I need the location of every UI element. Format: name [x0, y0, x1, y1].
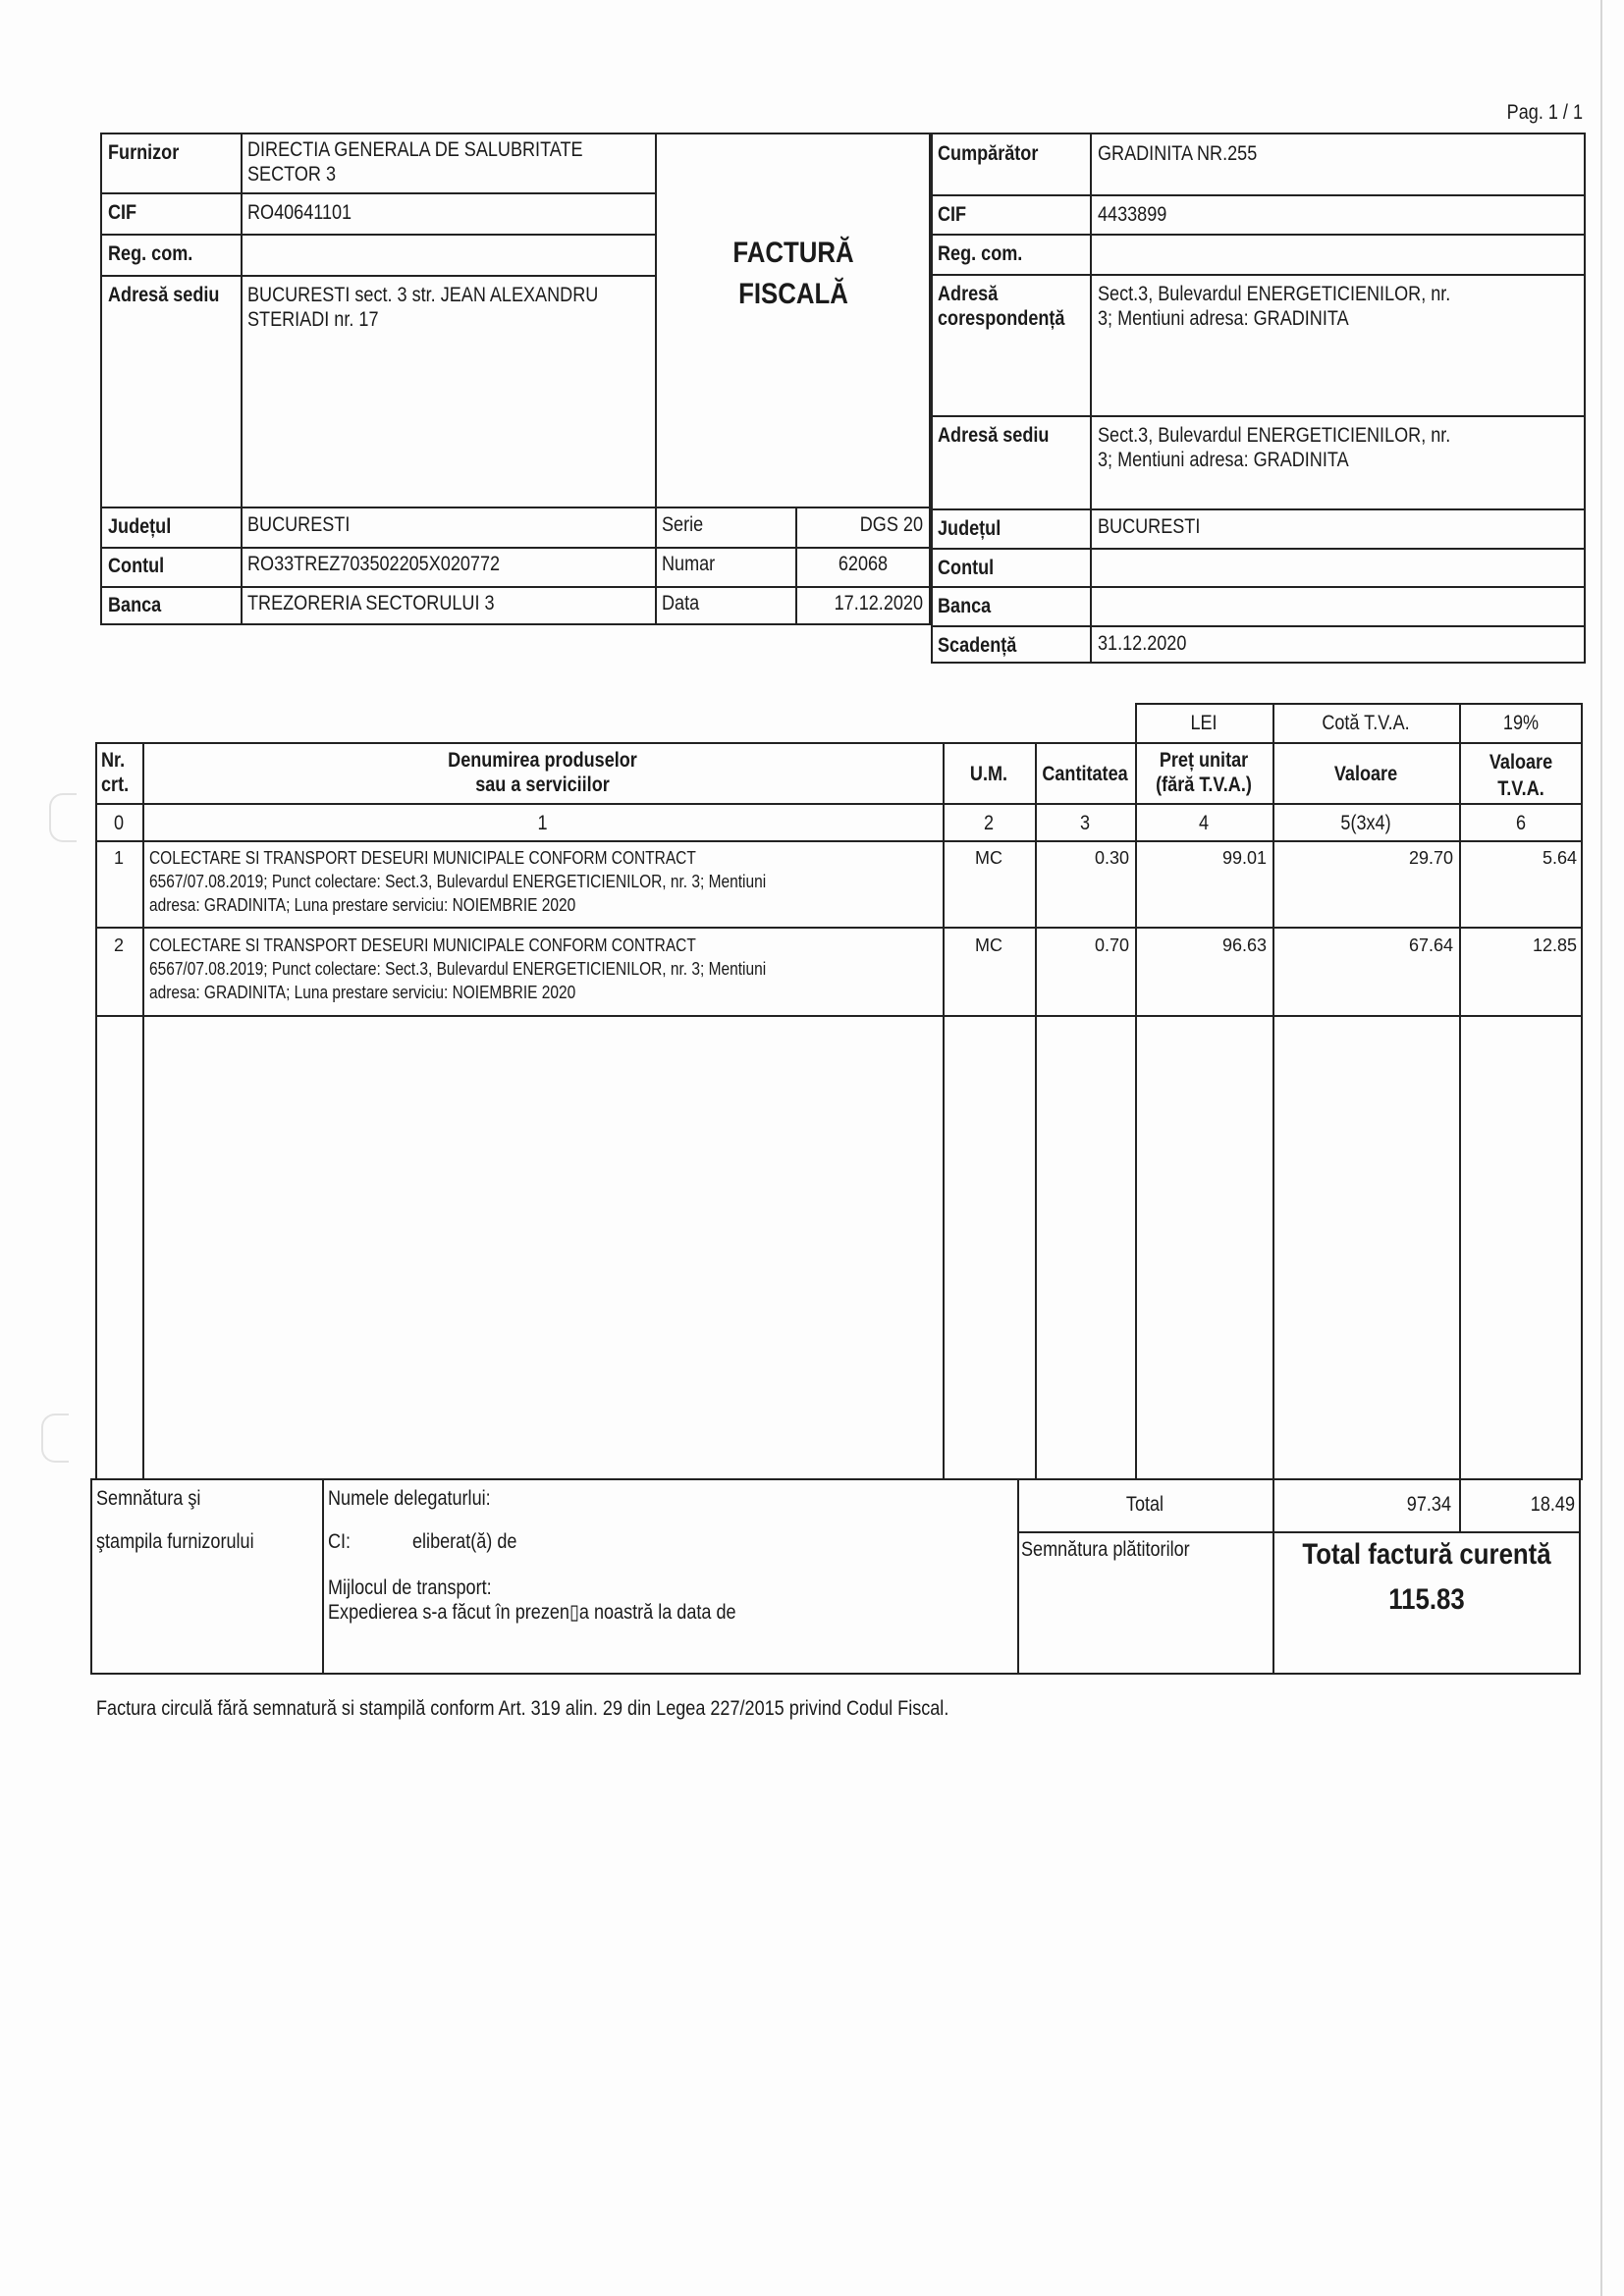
buyer-corr-address-label-line1: Adresă — [938, 283, 999, 305]
row-vat: 12.85 — [1532, 935, 1577, 955]
buyer-cont-label: Contul — [938, 557, 995, 579]
row-desc-line3: adresa: GRADINITA; Luna prestare serviciu: NOIEMBRIE 2020 — [149, 983, 576, 1002]
page-edge — [1600, 0, 1602, 2296]
total-vat: 18.49 — [1530, 1493, 1575, 1516]
buyer-judet: BUCURESTI — [1098, 515, 1201, 538]
supplier-cif-label: CIF — [108, 201, 137, 224]
buyer-hq-address-label: Adresă sediu — [938, 424, 1050, 447]
col-unit-price-header-line2: (fără T.V.A.) — [1156, 774, 1252, 796]
buyer-name: GRADINITA NR.255 — [1098, 142, 1258, 165]
vat-rate: 19% — [1502, 712, 1540, 734]
data-value: 17.12.2020 — [834, 592, 923, 614]
supplier-banca: TREZORERIA SECTORULUI 3 — [247, 592, 495, 614]
total-label: Total — [1125, 1493, 1164, 1516]
invoice-total-label: Total factură curentă — [1302, 1538, 1551, 1571]
col-desc-header-line2: sau a serviciilor — [475, 774, 610, 796]
row-unit-price: 96.63 — [1221, 935, 1267, 955]
buyer-corr-address-line1: Sect.3, Bulevardul ENERGETICIENILOR, nr. — [1098, 283, 1451, 305]
col-desc-header-line1: Denumirea produselor — [448, 749, 637, 772]
supplier-address-line2: STERIADI nr. 17 — [247, 308, 379, 331]
row-desc-line1: COLECTARE SI TRANSPORT DESEURI MUNICIPALE CONFORM CONTRACT — [149, 935, 696, 955]
furnizor-name-line1: DIRECTIA GENERALA DE SALUBRITATE — [247, 138, 583, 161]
supplier-signature-label-line1: Semnătura şi — [96, 1487, 201, 1510]
supplier-banca-label: Banca — [108, 594, 162, 616]
row-nr: 1 — [113, 848, 124, 868]
col-vat-header-line2: T.V.A. — [1497, 777, 1544, 800]
index-col-4: 4 — [1198, 812, 1210, 834]
supplier-judet: BUCURESTI — [247, 513, 351, 536]
col-vat-header-line1: Valoare — [1489, 751, 1553, 774]
currency-label: LEI — [1190, 712, 1218, 734]
supplier-cont: RO33TREZ703502205X020772 — [247, 553, 501, 575]
buyer-cif: 4433899 — [1098, 203, 1167, 226]
invoice-title-line1: FACTURĂ — [732, 237, 854, 269]
index-col-3: 3 — [1079, 812, 1091, 834]
supplier-cif: RO40641101 — [247, 201, 352, 224]
buyer-corr-address-label-line2: corespondență — [938, 307, 1065, 330]
supplier-cont-label: Contul — [108, 555, 165, 577]
buyer-corr-address-line2: 3; Mentiuni adresa: GRADINITA — [1098, 307, 1349, 330]
furnizor-name-line2: SECTOR 3 — [247, 163, 337, 186]
page-number: Pag. 1 / 1 — [1506, 101, 1583, 124]
col-unit-price-header-line1: Preț unitar — [1159, 749, 1249, 772]
serie-label: Serie — [662, 513, 704, 536]
supplier-address-line1: BUCURESTI sect. 3 str. JEAN ALEXANDRU — [247, 284, 599, 306]
shipment-label: Expedierea s-a făcut în prezen▯a noastră la data de — [328, 1601, 736, 1624]
row-um: MC — [975, 848, 1002, 868]
row-qty: 0.30 — [1094, 848, 1129, 868]
due-date: 31.12.2020 — [1098, 632, 1187, 655]
index-col-6: 6 — [1515, 812, 1527, 834]
delegate-name-label: Numele delegaturlui: — [328, 1487, 491, 1510]
due-date-label: Scadență — [938, 634, 1017, 657]
buyer-box — [931, 133, 1586, 664]
data-label: Data — [662, 592, 700, 614]
supplier-regcom-label: Reg. com. — [108, 242, 193, 265]
buyer-hq-address-line2: 3; Mentiuni adresa: GRADINITA — [1098, 449, 1349, 471]
col-um-header: U.M. — [969, 763, 1008, 785]
col-qty-header: Cantitatea — [1042, 763, 1128, 785]
vat-rate-label: Cotă T.V.A. — [1322, 712, 1410, 734]
index-col-5: 5(3x4) — [1340, 812, 1391, 834]
punch-hole — [41, 1414, 69, 1463]
buyer-hq-address-line1: Sect.3, Bulevardul ENERGETICIENILOR, nr. — [1098, 424, 1451, 447]
supplier-signature-label-line2: ştampila furnizorului — [96, 1530, 254, 1553]
row-vat: 5.64 — [1542, 848, 1577, 868]
row-desc-line3: adresa: GRADINITA; Luna prestare serviciu: NOIEMBRIE 2020 — [149, 895, 576, 915]
numar-value: 62068 — [838, 553, 889, 575]
total-value: 97.34 — [1406, 1493, 1451, 1516]
supplier-address-label: Adresă sediu — [108, 284, 220, 306]
row-value: 67.64 — [1408, 935, 1453, 955]
row-um: MC — [975, 935, 1002, 955]
numar-label: Numar — [662, 553, 716, 575]
index-col-1: 1 — [537, 812, 548, 834]
buyer-label: Cumpărător — [938, 142, 1039, 165]
supplier-judet-label: Județul — [108, 515, 172, 538]
row-unit-price: 99.01 — [1221, 848, 1267, 868]
index-col-0: 0 — [113, 812, 125, 834]
row-desc-line2: 6567/07.08.2019; Punct colectare: Sect.3, Bulevardul ENERGETICIENILOR, nr. 3; Mentiuni — [149, 872, 767, 891]
invoice-total-amount: 115.83 — [1388, 1583, 1465, 1616]
transport-label: Mijlocul de transport: — [328, 1576, 492, 1599]
col-nr-header-line2: crt. — [101, 774, 130, 796]
furnizor-label: Furnizor — [108, 141, 180, 164]
punch-hole — [49, 793, 77, 842]
row-desc-line1: COLECTARE SI TRANSPORT DESEURI MUNICIPALE CONFORM CONTRACT — [149, 848, 696, 868]
buyer-judet-label: Județul — [938, 517, 1001, 540]
serie-value: DGS 20 — [859, 513, 923, 536]
col-value-header: Valoare — [1333, 763, 1398, 785]
ci-label: CI: — [328, 1530, 352, 1553]
legal-note: Factura circulă fără semnatură si stampilă conform Art. 319 alin. 29 din Legea 227/2015 privind Codul Fiscal. — [96, 1697, 949, 1720]
row-qty: 0.70 — [1094, 935, 1129, 955]
buyer-regcom-label: Reg. com. — [938, 242, 1023, 265]
issued-by-label: eliberat(ă) de — [412, 1530, 517, 1553]
col-nr-header-line1: Nr. — [101, 749, 126, 772]
invoice-title-line2: FISCALĂ — [738, 278, 848, 310]
payer-signature-label: Semnătura plătitorilor — [1021, 1538, 1190, 1561]
buyer-banca-label: Banca — [938, 595, 992, 617]
index-col-2: 2 — [983, 812, 995, 834]
buyer-cif-label: CIF — [938, 203, 967, 226]
row-nr: 2 — [113, 935, 124, 955]
row-desc-line2: 6567/07.08.2019; Punct colectare: Sect.3, Bulevardul ENERGETICIENILOR, nr. 3; Mentiuni — [149, 959, 767, 979]
row-value: 29.70 — [1408, 848, 1453, 868]
